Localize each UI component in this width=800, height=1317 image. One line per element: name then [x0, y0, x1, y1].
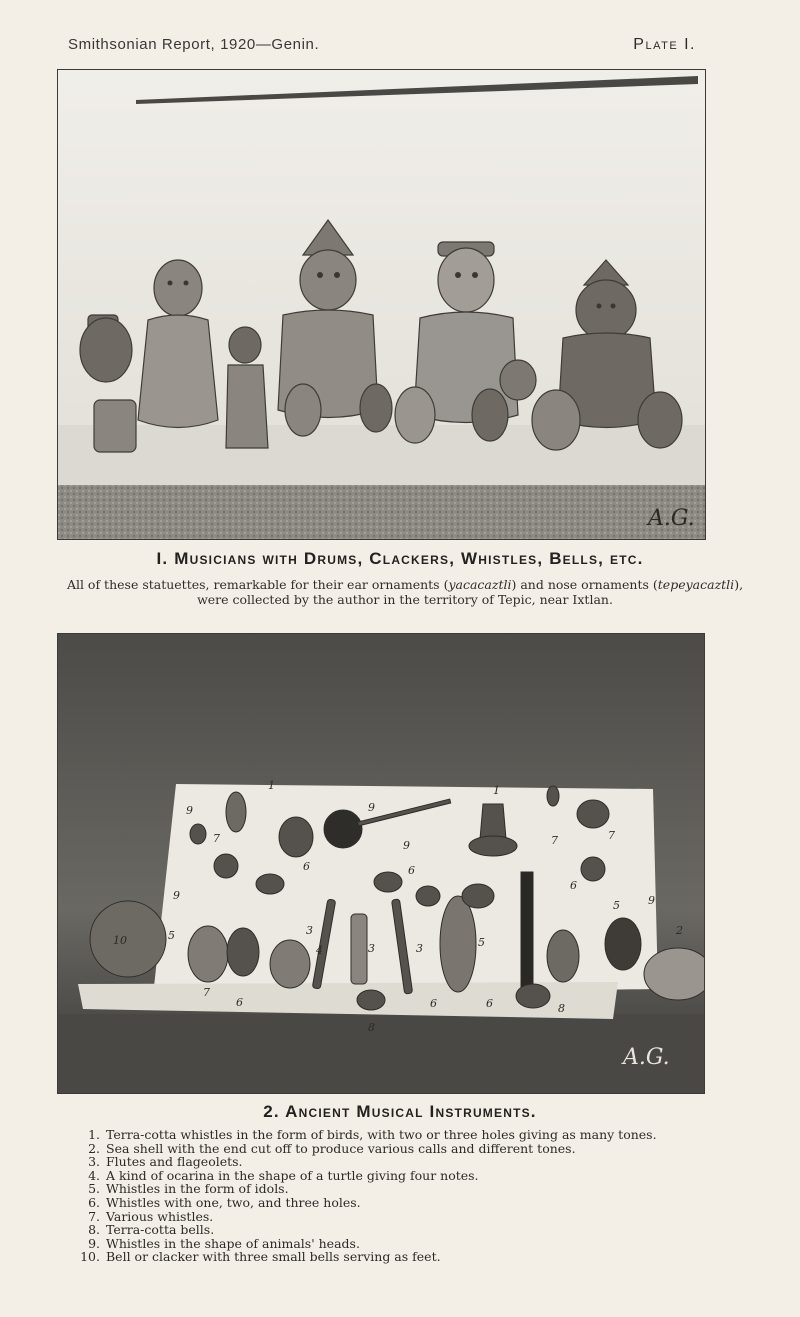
photo-mark: 9	[368, 801, 375, 814]
legend-text: Whistles in the shape of animals' heads.	[106, 1235, 360, 1251]
musicians-photo	[57, 69, 706, 540]
legend-text: Sea shell with the end cut off to produce various calls and different tones.	[106, 1140, 576, 1156]
photo-mark: 6	[430, 997, 437, 1010]
photo-mark: 7	[213, 832, 220, 845]
legend-number: 6.	[88, 1194, 100, 1210]
plate-number: Plate I.	[633, 36, 696, 53]
legend-number: 7.	[88, 1208, 100, 1224]
photo-mark: 6	[303, 860, 310, 873]
legend-text: Whistles with one, two, and three holes.	[106, 1194, 361, 1210]
photo-mark: 2	[676, 924, 683, 937]
photo-mark: 3	[306, 924, 313, 937]
photo-mark: 4	[316, 944, 323, 957]
legend-item	[78, 1182, 718, 1196]
legend-item	[78, 1196, 718, 1210]
legend-number: 2.	[88, 1140, 100, 1156]
photo-mark: 6	[486, 997, 493, 1010]
legend-item	[78, 1128, 718, 1142]
photo-mark: 5	[613, 899, 620, 912]
photo-mark: 7	[608, 829, 615, 842]
instruments-photo-image	[58, 634, 704, 1093]
photo-mark: 3	[416, 942, 423, 955]
legend-item	[78, 1223, 718, 1237]
photo-mark: 3	[368, 942, 375, 955]
running-head	[68, 36, 696, 54]
photo-mark: 6	[570, 879, 577, 892]
photo-mark: 1	[493, 784, 500, 797]
legend-number: 10.	[80, 1249, 100, 1265]
photo-mark: 8	[558, 1002, 565, 1015]
caption-text-part: All of these statuettes, remarkable for their ear ornaments (	[66, 577, 449, 592]
legend-text: Whistles in the form of idols.	[106, 1181, 289, 1197]
legend-number: 1.	[88, 1127, 100, 1142]
photo-mark: 9	[186, 804, 193, 817]
legend-text: Bell or clacker with three small bells serving as feet.	[106, 1249, 441, 1265]
legend-number: 4.	[88, 1167, 100, 1183]
photo-mark: 10	[113, 934, 127, 947]
photo-mark: 7	[551, 834, 558, 847]
legend-item	[78, 1237, 718, 1251]
photo-mark: 7	[203, 986, 210, 999]
photo-mark: 9	[648, 894, 655, 907]
photo-mark: 6	[408, 864, 415, 877]
legend-text: Flutes and flageolets.	[106, 1154, 243, 1170]
caption-term-tepeyacaztli: tepeyacaztli	[657, 577, 735, 592]
legend-number: 3.	[88, 1154, 100, 1170]
photo-mark: 5	[478, 936, 485, 949]
photo-mark: 9	[403, 839, 410, 852]
legend-item	[78, 1155, 718, 1169]
legend-text: Terra-cotta bells.	[106, 1222, 215, 1238]
legend-number: 8.	[88, 1222, 100, 1238]
figure2-title: 2. Ancient Musical Instruments.	[263, 1102, 537, 1121]
figure1-title: I. Musicians with Drums, Clackers, Whistles, Bells, etc.	[156, 549, 644, 568]
running-head-left: Smithsonian Report, 1920—Genin.	[68, 36, 320, 53]
photo-mark: 1	[268, 779, 275, 792]
legend-item	[78, 1142, 718, 1156]
legend-number: 9.	[88, 1235, 100, 1251]
legend-item	[78, 1210, 718, 1224]
monogram-2: A.G.	[623, 1045, 670, 1070]
photo-mark: 6	[236, 996, 243, 1009]
photo-mark: 8	[368, 1021, 375, 1034]
photo-mark: 9	[173, 889, 180, 902]
caption-text-part: ), were collected by the author in the territory of Tepic, near Ixtlan.	[197, 577, 744, 607]
instrument-legend	[78, 1128, 718, 1264]
musicians-photo-image	[58, 70, 705, 539]
caption-term-yacacaztli: yacacaztli	[448, 577, 512, 592]
monogram-1: A.G.	[648, 506, 695, 531]
photo-mark: 5	[168, 929, 175, 942]
instruments-photo	[57, 633, 705, 1094]
legend-text: Various whistles.	[106, 1208, 214, 1224]
legend-number: 5.	[88, 1181, 100, 1197]
legend-text: A kind of ocarina in the shape of a turtle giving four notes.	[106, 1167, 479, 1183]
figure1-caption	[60, 577, 750, 607]
legend-item	[78, 1250, 718, 1264]
caption-text-part: ) and nose ornaments (	[511, 577, 658, 592]
legend-item	[78, 1169, 718, 1183]
legend-text: Terra-cotta whistles in the form of birds, with two or three holes giving as many tones.	[106, 1127, 657, 1142]
